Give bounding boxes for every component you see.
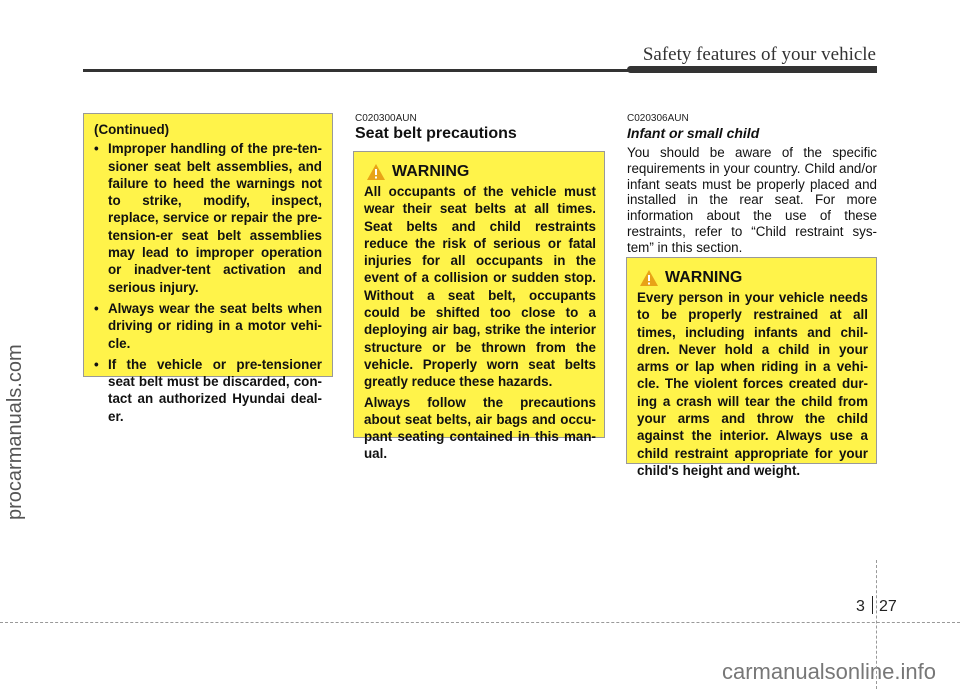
body-paragraph: You should be aware of the specific requirements in your country. Child and/or infant seats must be properly placed and installed in the rear seat. For more information about the use of these restraints, refer to “Child restraint sys-tem” in this section. — [627, 145, 877, 255]
page-number-divider — [872, 596, 873, 614]
footer-vertical-rule — [876, 560, 877, 689]
section-title: Seat belt precautions — [355, 125, 517, 142]
continued-label: (Continued) — [94, 122, 170, 137]
warning-paragraph: Always follow the precautions about seat belts, air bags and occu-pant seating contained in this man-ual. — [364, 394, 596, 462]
list-item — [94, 140, 322, 296]
warning-triangle-icon — [366, 163, 386, 181]
subsection-title: Infant or small child — [627, 125, 760, 141]
list-item-text: Always wear the seat belts when driving or riding in a motor vehi-cle. — [108, 300, 322, 351]
warning-header — [639, 267, 868, 289]
seat-belt-warning-box — [353, 151, 605, 462]
section-code: C020300AUN — [355, 113, 417, 124]
warning-title: WARNING — [392, 163, 470, 181]
running-header-title: Safety features of your vehicle — [642, 44, 876, 65]
continued-bullet-list — [94, 140, 322, 425]
side-watermark: procarmanuals.com — [4, 344, 26, 520]
list-item-text: If the vehicle or pre-tensioner seat belt must be discarded, con-tact an authorized Hyundai deal-er. — [108, 356, 322, 424]
warning-title: WARNING — [665, 269, 743, 287]
warning-header — [366, 161, 596, 183]
list-item — [94, 300, 322, 352]
footer-rule — [0, 622, 960, 623]
continued-warning-box — [83, 113, 333, 424]
chapter-number: 3 — [856, 598, 865, 615]
bullet-icon: • — [94, 300, 99, 316]
child-warning-box — [626, 257, 877, 478]
bullet-icon: • — [94, 356, 99, 372]
list-item-text: Improper handling of the pre-ten-sioner seat belt assemblies, and failure to heed the warnings not to strike, modify, inspect, replace, service or repair the pre-tension-er seat belt assemblies may lead to improper operation or inadver-tent activation and serious injury. — [108, 141, 322, 295]
list-item — [94, 356, 322, 425]
warning-triangle-icon — [639, 269, 659, 287]
bottom-watermark: carmanualsonline.info — [721, 659, 936, 684]
section-code: C020306AUN — [627, 113, 689, 124]
page-number: 27 — [879, 598, 897, 615]
warning-paragraph: All occupants of the vehicle must wear their seat belts at all times. Seat belts and child restraints reduce the risk of serious or fatal injuries for all occupants in the event of a collision or sudden stop. Without a seat belt, occupants could be shifted too close to a deploying air bag, strike the interior structure or be thrown from the vehicle. Properly worn seat belts greatly reduce these hazards. — [364, 184, 596, 390]
bullet-icon: • — [94, 141, 99, 157]
header-rule-accent — [627, 66, 877, 73]
warning-paragraph: Every person in your vehicle needs to be properly restrained at all times, including infants and chil-dren. Never hold a child in your arms or lap when riding in a vehi-cle. The violent forces created dur-ing a crash will tear the child from your arms and throw the child against the interior. Always use a child restraint appropriate for your child's height and weight. — [637, 290, 868, 478]
